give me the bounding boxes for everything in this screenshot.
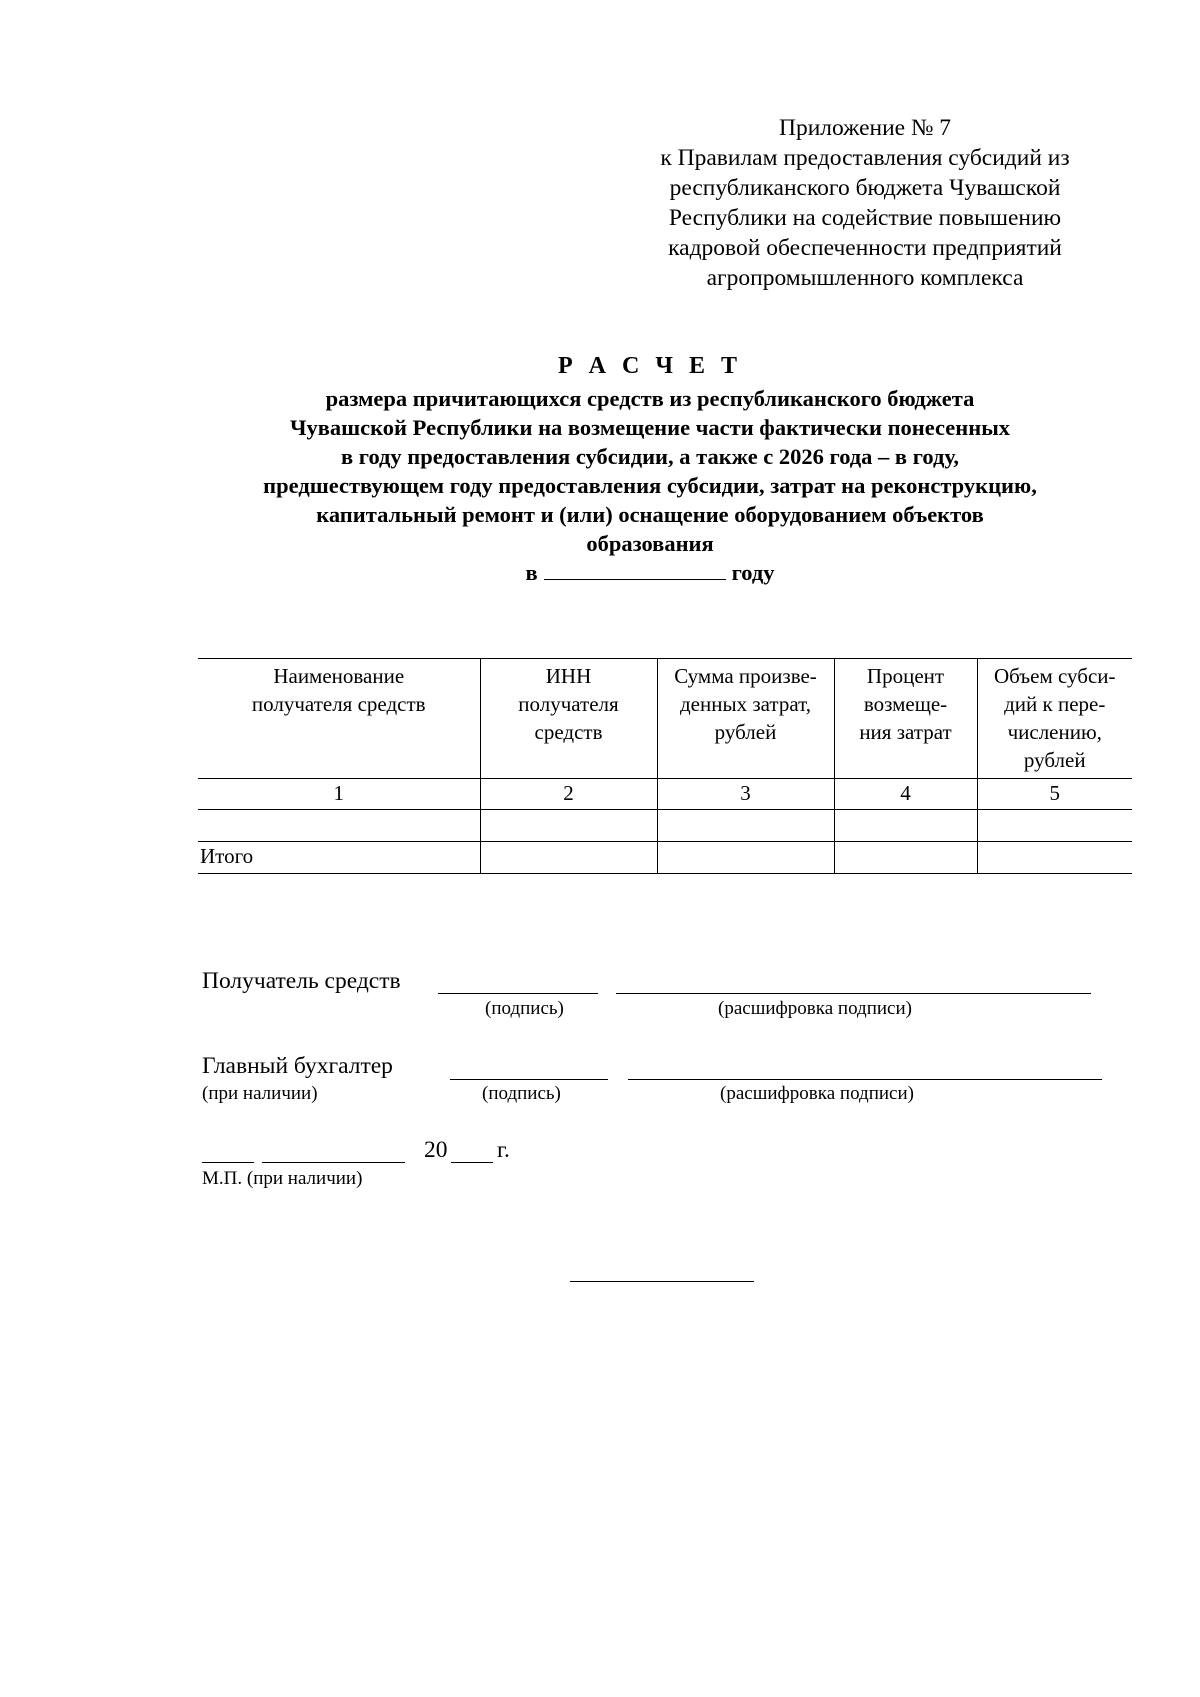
header-reimbursement-percent: Процент возмеще- ния затрат: [834, 659, 977, 779]
appendix-line: Республики на содействие повышению: [668, 205, 1062, 231]
table-cell[interactable]: [834, 810, 977, 842]
calculation-table: [198, 658, 1132, 874]
table-cell[interactable]: [977, 810, 1132, 842]
date-year-field[interactable]: [451, 1162, 493, 1163]
accountant-label: Главный бухгалтер: [202, 1053, 393, 1079]
accountant-signature-field[interactable]: [450, 1079, 608, 1080]
title-line: образования: [586, 531, 714, 556]
signature-caption: (подпись): [485, 998, 564, 1019]
appendix-line: республиканского бюджета Чувашской: [669, 175, 1061, 201]
table-cell[interactable]: [657, 810, 834, 842]
appendix-line: к Правилам предоставления субсидий из: [660, 145, 1070, 171]
table-cell[interactable]: [834, 842, 977, 874]
header-costs-sum: Сумма произве- денных затрат, рублей: [657, 659, 834, 779]
recipient-label: Получатель средств: [202, 968, 401, 994]
title-line: Чувашской Республики на возмещение части фактически понесенных: [289, 415, 1011, 440]
decoding-caption: (расшифровка подписи): [720, 1083, 914, 1104]
title-line: капитальный ремонт и (или) оснащение оборудованием объектов: [316, 502, 984, 527]
total-label: Итого: [198, 842, 480, 874]
total-row: [198, 842, 1132, 874]
table-cell[interactable]: [480, 842, 657, 874]
column-number: 4: [834, 779, 977, 810]
header-subsidy-volume: Объем субси- дий к пере- числению, рублей: [977, 659, 1132, 779]
header-recipient-name: Наименование получателя средств: [198, 659, 480, 779]
column-number: 2: [480, 779, 657, 810]
column-number: 3: [657, 779, 834, 810]
title-year-line: [150, 558, 1150, 587]
date-year-prefix: 20: [424, 1137, 448, 1163]
title-main: Р А С Ч Е Т: [558, 353, 742, 379]
document-title: [150, 352, 1150, 587]
date-year-suffix: г.: [497, 1137, 510, 1163]
table-cell[interactable]: [480, 810, 657, 842]
date-day-field[interactable]: [202, 1162, 254, 1163]
title-line: предшествующем году предоставления субсидии, затрат на реконструкцию,: [263, 473, 1037, 498]
year-suffix: году: [731, 560, 775, 585]
appendix-line: Приложение № 7: [778, 115, 952, 141]
appendix-line: агропромышленного комплекса: [706, 265, 1024, 291]
table-cell[interactable]: [198, 810, 480, 842]
recipient-decoding-field[interactable]: [616, 993, 1091, 994]
signature-caption: (подпись): [482, 1083, 561, 1104]
column-number: 5: [977, 779, 1132, 810]
title-line: в году предоставления субсидии, а также с 2026 года – в году,: [341, 444, 959, 469]
year-blank-field[interactable]: [544, 559, 726, 580]
table-cell[interactable]: [657, 842, 834, 874]
accountant-decoding-field[interactable]: [628, 1079, 1102, 1080]
stamp-label: М.П. (при наличии): [202, 1168, 363, 1189]
closing-separator: [570, 1281, 754, 1282]
table-cell[interactable]: [977, 842, 1132, 874]
column-numbers-row: [198, 779, 1132, 810]
header-inn: ИНН получателя средств: [480, 659, 657, 779]
date-month-field[interactable]: [262, 1162, 405, 1163]
title-line: размера причитающихся средств из республиканского бюджета: [325, 386, 975, 411]
appendix-header: [620, 113, 1110, 293]
table-row: [198, 810, 1132, 842]
column-number: 1: [198, 779, 480, 810]
recipient-signature-field[interactable]: [438, 993, 598, 994]
appendix-line: кадровой обеспеченности предприятий: [668, 235, 1062, 261]
year-prefix: в: [525, 560, 538, 585]
accountant-note: (при наличии): [202, 1083, 318, 1104]
decoding-caption: (расшифровка подписи): [718, 998, 912, 1019]
table-header-row: [198, 659, 1132, 779]
